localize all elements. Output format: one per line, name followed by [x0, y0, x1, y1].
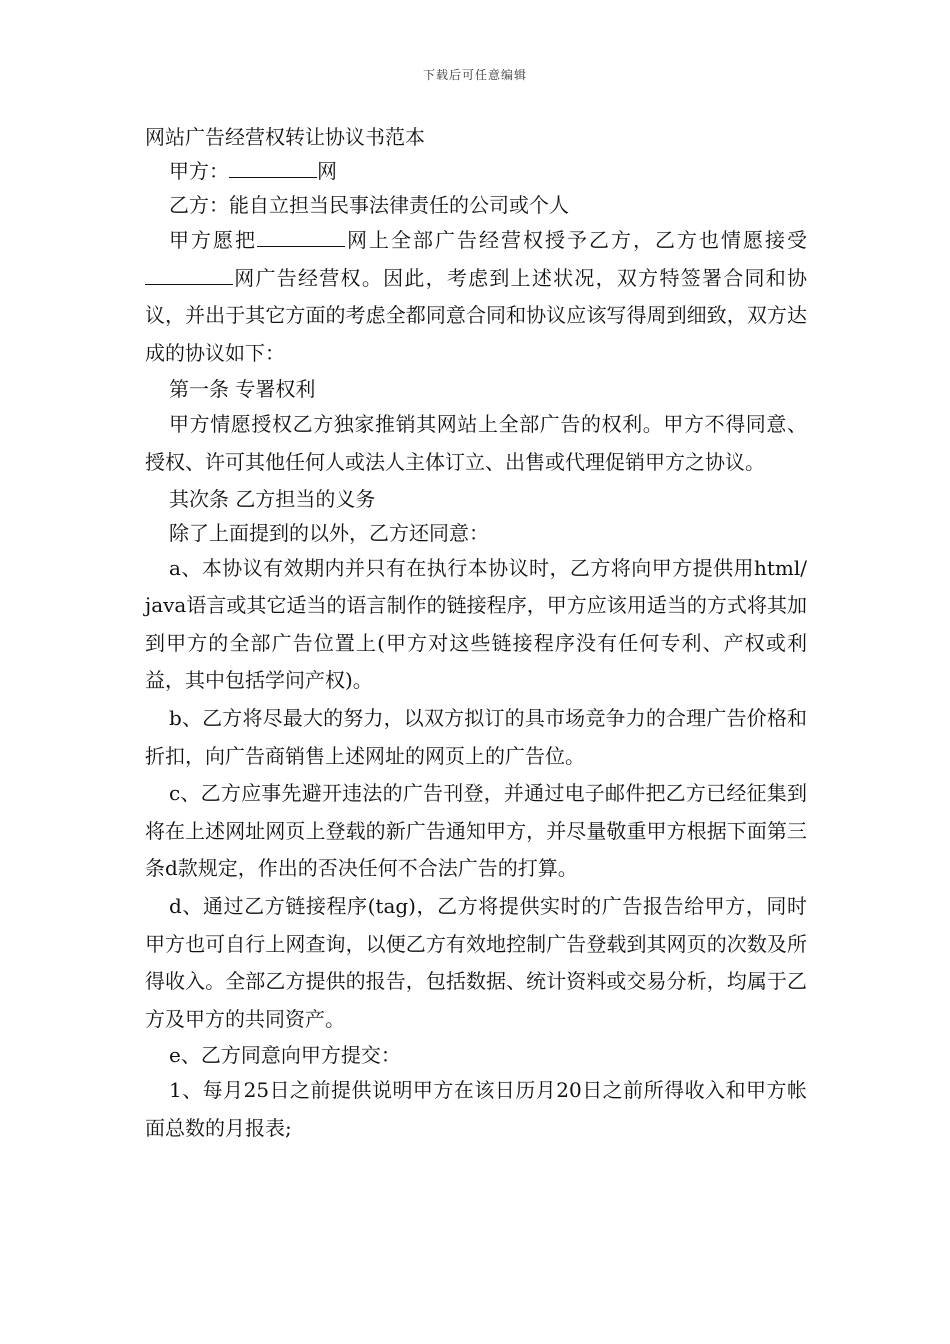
article-1-body: 甲方情愿授权乙方独家推销其网站上全部广告的权利。甲方不得同意、授权、许可其他任何人或法人主体订立、出售或代理促销甲方之协议。: [145, 412, 807, 474]
clause-b: b、乙方将尽最大的努力，以双方拟订的具市场竞争力的合理广告价格和折扣，向广告商销售上述网址的网页上的广告位。: [145, 705, 807, 768]
intro-part3: 网广告经营权。因此，考虑到上述状况，双方特签署合同和协议，并出于其它方面的考虑全都同意合同和协议应该写得周到细致，双方达成的协议如下：: [145, 265, 807, 365]
article-2-intro: 除了上面提到的以外，乙方还同意：: [169, 520, 489, 545]
party-a-blank: [229, 159, 317, 178]
page-header: 下载后可任意编辑: [422, 68, 527, 82]
intro-blank-2: [145, 266, 233, 285]
party-a-line: [145, 154, 807, 188]
intro-part2: 网上全部广告经营权授予乙方，乙方也情愿接受: [345, 228, 807, 252]
clause-e-1: 1、每月25日之前提供说明甲方在该日历月20日之前所得收入和甲方帐面总数的月报表;: [145, 1078, 807, 1140]
article-2-heading: 其次条 乙方担当的义务: [169, 486, 376, 511]
intro-blank-1: [257, 228, 345, 247]
clause-c: c、乙方应事先避开违法的广告刊登，并通过电子邮件把乙方已经征集到将在上述网址网页上登载的新广告通知甲方，并尽量敬重甲方根据下面第三条d款规定，作出的否决任何不合法广告的打算。: [145, 781, 807, 881]
party-a-suffix: 网: [317, 159, 337, 183]
intro-part1: 甲方愿把: [169, 228, 257, 252]
party-b-line: 乙方：能自立担当民事法律责任的公司或个人: [169, 193, 569, 217]
clause-e: e、乙方同意向甲方提交：: [169, 1043, 401, 1068]
document-title: 网站广告经营权转让协议书范本: [145, 125, 425, 149]
document-body: [145, 120, 807, 1147]
article-1-heading: 第一条 专署权利: [169, 377, 316, 402]
intro-paragraph: [145, 222, 807, 372]
party-a-prefix: 甲方：: [169, 159, 229, 183]
clause-a: a、本协议有效期内并只有在执行本协议时，乙方将向甲方提供用html/ java语言或其它适当的语言制作的链接程序，甲方应该用适当的方式将其加到甲方的全部广告位置上(甲方对这些链接程序没有任何专利、产权或利益，其中包括学问产权)。: [145, 555, 807, 693]
clause-d: d、通过乙方链接程序(tag)，乙方将提供实时的广告报告给甲方，同时甲方也可自行上网查询，以便乙方有效地控制广告登载到其网页的次数及所得收入。全部乙方提供的报告，包括数据、统计资料或交易分析，均属于乙方及甲方的共同资产。: [145, 893, 807, 1031]
